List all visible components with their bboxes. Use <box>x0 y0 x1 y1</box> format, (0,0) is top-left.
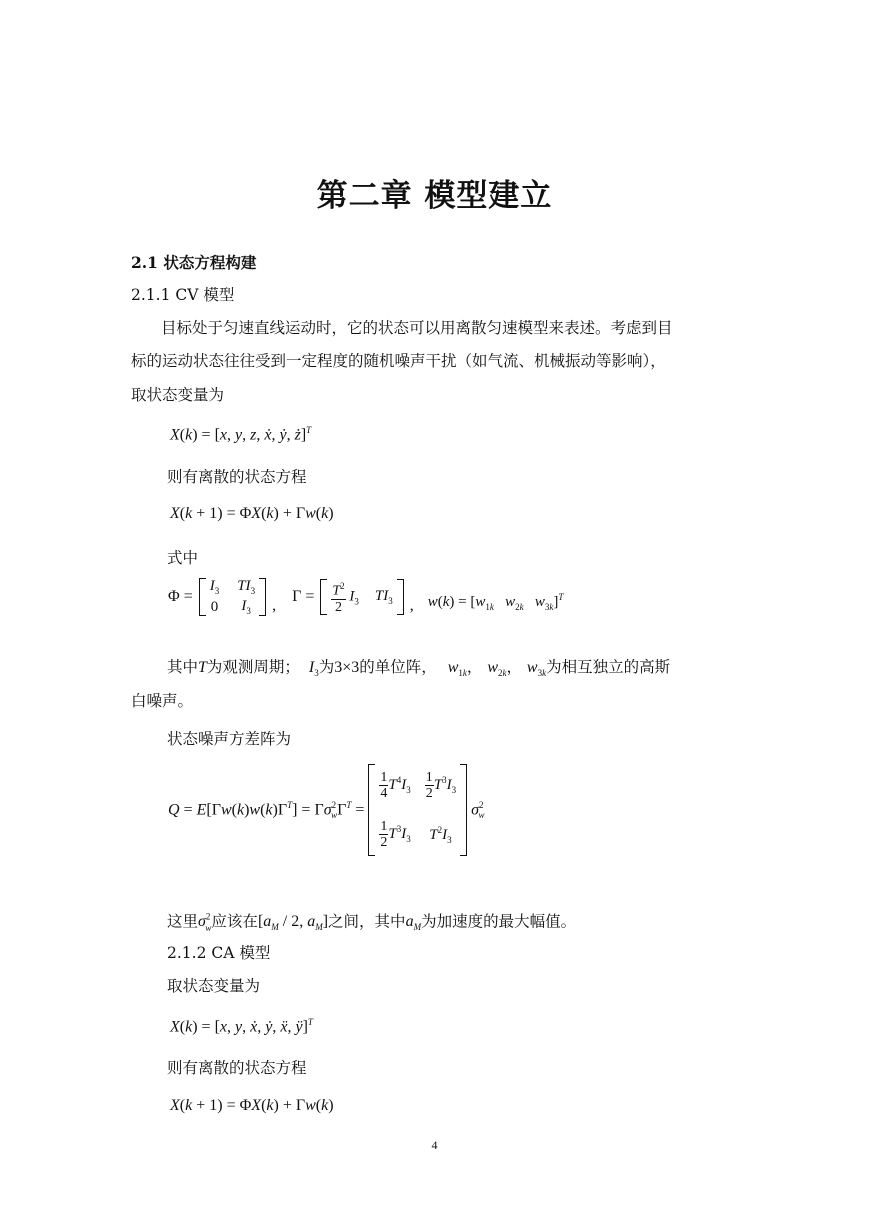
params-description-line-1: 其中T为观测周期； $I_3$为3×3的单位阵， $w_{1k}$， $w_{2k}$， $w_{3k}$为相互独立的高斯 <box>167 658 671 679</box>
ca-state-equation: X(k + 1) = ΦX(k) + Γw(k) <box>170 1097 334 1114</box>
cv-intro-line-3: 取状态变量为 <box>131 386 225 404</box>
cv-state-vector-equation: X(k) = [x, y, z, ẋ, ẏ, ż]$^T$ <box>170 425 312 444</box>
cv-state-equation: X(k + 1) = ΦX(k) + Γw(k) <box>170 505 334 522</box>
subsection-heading-ca: 2.1.2 CA 模型 <box>167 944 271 962</box>
noise-covariance-intro: 状态噪声方差阵为 <box>167 730 292 748</box>
subsection-heading-cv: 2.1.1 CV 模型 <box>131 286 235 304</box>
where-label: 式中 <box>167 549 199 567</box>
params-description-line-2: 白噪声。 <box>131 692 194 710</box>
matrix-definitions: Φ = $I_3$ $TI_3$ 0 $I_3$ , Γ = $\frac{T^2}{2}$ $I_3$ $TI_3$ , $w(k) = [w_{1k}$ $w_{2k}$ $w_{3k}]^T$ <box>168 578 564 616</box>
phi-matrix: $I_3$ $TI_3$ 0 $I_3$ <box>199 578 266 616</box>
cv-state-equation-intro: 则有离散的状态方程 <box>167 468 307 486</box>
gamma-matrix: $\frac{T^2}{2}$ $I_3$ $TI_3$ <box>320 579 403 615</box>
ca-state-vector-equation: X(k) = [x, y, ẋ, ẏ, ẍ, ÿ]$^T$ <box>170 1017 313 1036</box>
sigma-range-text: 这里$\sigma^2_w$应该在[$a_M / 2$, $a_M$]之间，其中$a_M$为加速度的最大幅值。 <box>167 912 577 933</box>
section-heading: 2.1 状态方程构建 <box>131 253 257 272</box>
chapter-title: 第二章 模型建立 <box>316 178 553 214</box>
page-number: 4 <box>431 1138 438 1152</box>
noise-covariance-equation: $Q = E[\Gamma w(k)w(k)\Gamma^T] = \Gamma\sigma^2_w\Gamma^T$ = $\frac{1}{4}$ $T^4I_3$ $\frac{1}{2}$ $T^3I_3$ $\frac{1}{2}$ $T^3I_3$ $T^2I_3$ $\sigma^2_w$ <box>168 764 485 856</box>
ca-state-equation-intro: 则有离散的状态方程 <box>167 1059 307 1077</box>
q-matrix: $\frac{1}{4}$ $T^4I_3$ $\frac{1}{2}$ $T^3I_3$ $\frac{1}{2}$ $T^3I_3$ $T^2I_3$ <box>368 764 467 856</box>
cv-intro-line-2: 标的运动状态往往受到一定程度的随机噪声干扰（如气流、机械振动等影响）， <box>131 352 666 370</box>
cv-intro-line-1: 目标处于匀速直线运动时，它的状态可以用离散匀速模型来表述。考虑到目 <box>161 319 673 337</box>
ca-state-intro: 取状态变量为 <box>167 977 261 995</box>
